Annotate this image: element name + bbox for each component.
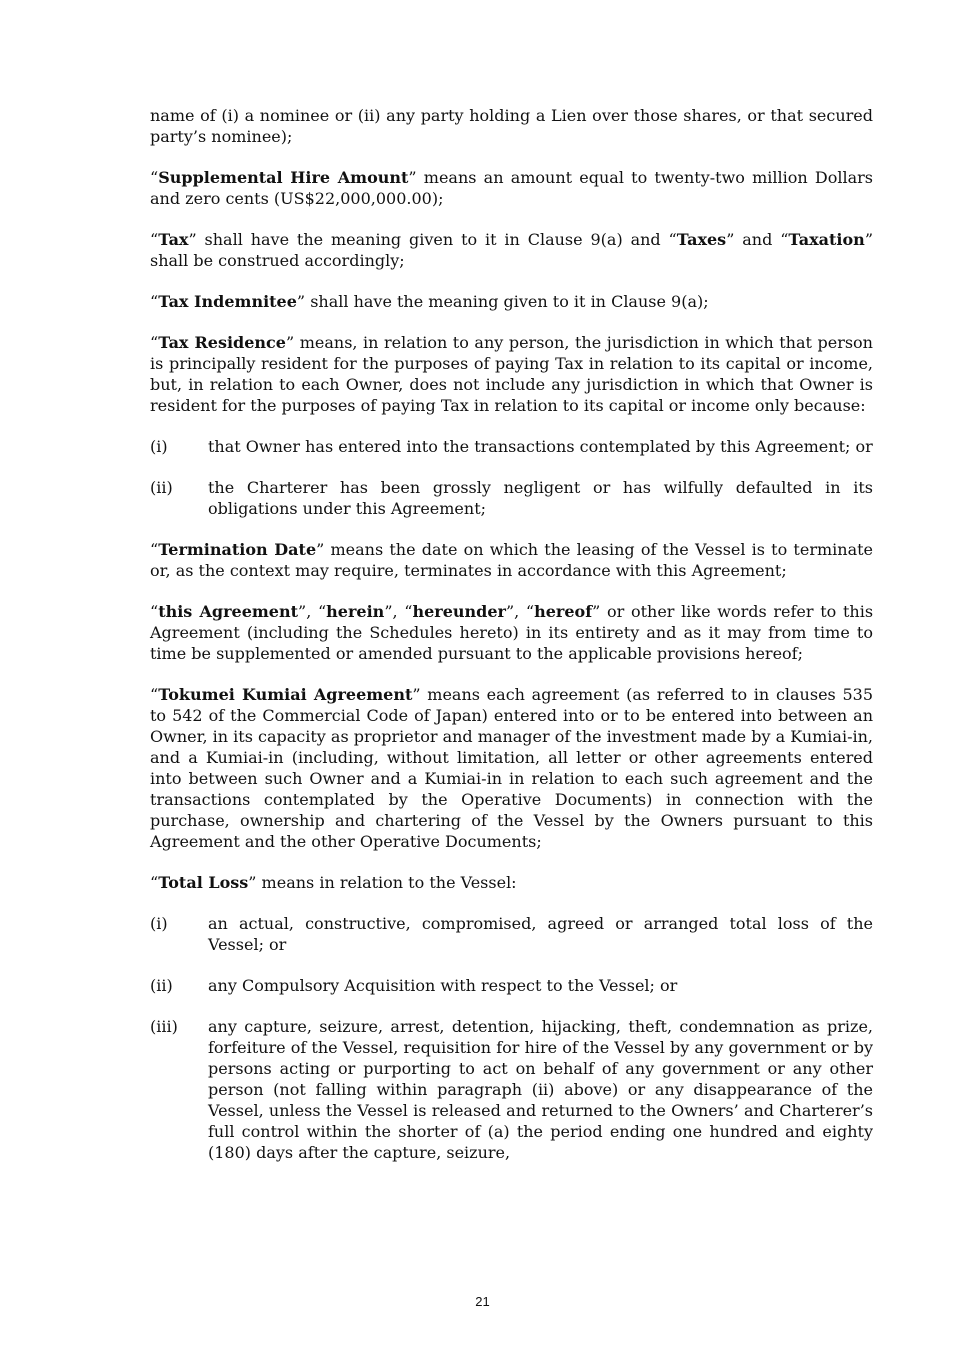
list-item-number: (iii): [150, 1017, 178, 1036]
definition-tax-indemnitee: “Tax Indemnitee” shall have the meaning given to it in Clause 9(a);: [150, 292, 709, 311]
list-item-text: that Owner has entered into the transactions contemplated by this Agreement; or: [208, 437, 873, 456]
list-item: [150, 913, 873, 955]
list-item-number: (ii): [150, 478, 173, 497]
defined-term: Tax Indemnitee: [158, 292, 297, 311]
defined-term: Tokumei Kumiai Agreement: [158, 685, 413, 704]
definition-tax: “Tax” shall have the meaning given to it in Clause 9(a) and “Taxes” and “Taxation” shall be construed accordingly;: [150, 230, 873, 270]
definition-tax-residence: “Tax Residence” means, in relation to any person, the jurisdiction in which that person is principally resident for the purposes of paying Tax in relation to its capital or income, but, in relation to each Owner, does not include any jurisdiction in which that Owner is resident for the purposes of paying Tax in relation to its capital or income only because:: [150, 333, 873, 415]
defined-term: herein: [326, 602, 385, 621]
definition-supplemental-hire-amount: “Supplemental Hire Amount” means an amount equal to twenty-two million Dollars and zero cents (US$22,000,000.00);: [150, 168, 873, 208]
list-item: [150, 1016, 873, 1163]
list-item-text: an actual, constructive, compromised, agreed or arranged total loss of the Vessel; or: [208, 914, 873, 954]
defined-term: Total Loss: [158, 873, 249, 892]
defined-term: Taxation: [788, 230, 865, 249]
defined-term: this Agreement: [158, 602, 299, 621]
defined-term: Tax Residence: [158, 333, 286, 352]
definition-termination-date: “Termination Date” means the date on which the leasing of the Vessel is to terminate or, as the context may require, terminates in accordance with this Agreement;: [150, 540, 874, 580]
list-item: [150, 436, 873, 457]
defined-term: Supplemental Hire Amount: [158, 168, 409, 187]
page-number: 21: [475, 1294, 490, 1309]
list-item-number: (ii): [150, 976, 173, 995]
defined-term: hereof: [534, 602, 593, 621]
list-item-text: any capture, seizure, arrest, detention, hijacking, theft, condemnation as prize, forfeiture of the Vessel, requisition for hire of the Vessel by any government or by persons acting or purporting to act on behalf of any government or any other person (not falling within paragraph (ii) above) or any disappearance of the Vessel, unless the Vessel is released and returned to the Owners’ and Charterer’s full control within the shorter of (a) the period ending one hundred and eighty (180) days after the capture, seizure,: [208, 1017, 873, 1162]
intro-paragraph: name of (i) a nominee or (ii) any party holding a Lien over those shares, or that secured party’s nominee);: [150, 106, 873, 146]
document-page: [150, 105, 873, 1183]
list-item-number: (i): [150, 914, 168, 933]
definition-this-agreement: “this Agreement”, “herein”, “hereunder”, “hereof” or other like words refer to this Agreement (including the Schedules hereto) in its entirety and as it may from time to time be supplemented or amended pursuant to the applicable provisions hereof;: [150, 602, 874, 663]
list-item-text: any Compulsory Acquisition with respect to the Vessel; or: [208, 976, 678, 995]
list-item: [150, 477, 873, 519]
defined-term: hereunder: [412, 602, 506, 621]
defined-term: Taxes: [676, 230, 727, 249]
defined-term: Tax: [158, 230, 189, 249]
list-item-number: (i): [150, 437, 168, 456]
definition-tokumei-kumiai-agreement: “Tokumei Kumiai Agreement” means each agreement (as referred to in clauses 535 to 542 of the Commercial Code of Japan) entered into or to be entered into between an Owner, in its capacity as proprietor and manager of the investment made by a Kumiai-in, and a Kumiai-in (including, without limitation, all letter or other agreements entered into between such Owner and a Kumiai-in in relation to each such agreement and the transactions contemplated by the Operative Documents) in connection with the purchase, ownership and chartering of the Vessel by the Owners pursuant to this Agreement and the other Operative Documents;: [150, 685, 873, 851]
list-item-text: the Charterer has been grossly negligent or has wilfully defaulted in its obligations under this Agreement;: [208, 478, 873, 518]
defined-term: Termination Date: [158, 540, 317, 559]
definition-total-loss: “Total Loss” means in relation to the Vessel:: [150, 873, 517, 892]
list-item: [150, 975, 873, 996]
